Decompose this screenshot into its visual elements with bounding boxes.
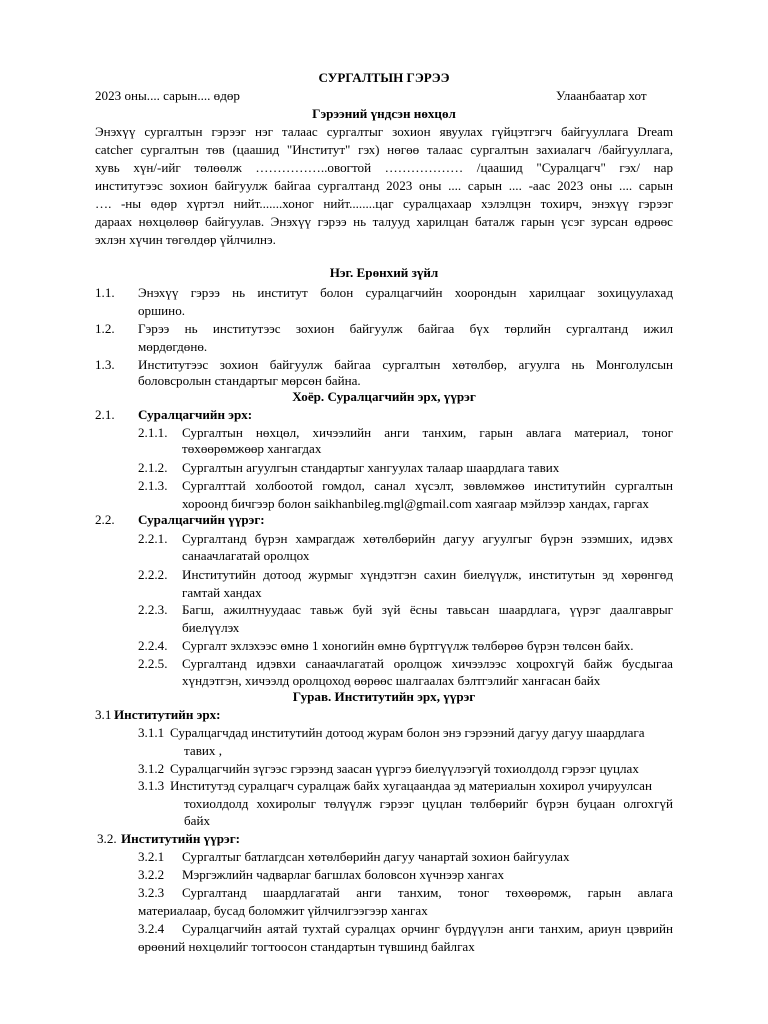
item-text: Институтээс зохион байгуулж байгаа сургалтын хөтөлбөр, агуулга нь Монголулсын bbox=[138, 357, 673, 372]
section-3-heading: Гурав. Институтийн эрх, үүрэг bbox=[292, 689, 476, 704]
document-title: СУРГАЛТЫН ГЭРЭЭ bbox=[318, 70, 450, 85]
subitem-text: Сургалтанд идэвхи санаачлагатай оролцож хичээлээс хоцрохгүй байж бусдыгаа bbox=[182, 656, 673, 671]
item-text: оршино. bbox=[138, 303, 186, 318]
item-number: 2.1. bbox=[95, 407, 115, 422]
subitem-number: 2.1.3. bbox=[138, 478, 168, 493]
subitem-text: Багш, ажилтнуудаас тавьж буй зүй ёсны тавьсан шаардлага, үүрэг даалгаврыг bbox=[182, 602, 673, 617]
subitem-number: 2.2.5. bbox=[138, 656, 168, 671]
section-1-heading: Нэг. Ерөнхий зүйл bbox=[329, 265, 439, 280]
city-label: Улаанбаатар хот bbox=[556, 88, 647, 103]
subitem-number: 3.2.4 bbox=[138, 921, 165, 936]
item-number: 2.2. bbox=[95, 512, 115, 527]
subitem-text: Мэргэжлийн чадварлаг багшлах боловсон хүчнээр хангах bbox=[182, 867, 505, 882]
subitem-text: Суралцагчийн зүгээс гэрээнд заасан үүргээ биелүүлээгүй тохиолдолд гэрээг цуцлах bbox=[170, 761, 639, 776]
basic-terms-heading: Гэрээний үндсэн нөхцөл bbox=[312, 106, 456, 121]
subitem-text: биелүүлэх bbox=[182, 620, 240, 635]
subitem-text: байх bbox=[184, 813, 211, 828]
subitem-text: тохиолдолд хохиролыг төлүүлж гэрээг цуцлан төлбөрийг бүрэн буцаан олгохгүй bbox=[184, 796, 673, 811]
subitem-number: 2.2.4. bbox=[138, 638, 168, 653]
subitem-text: тавих , bbox=[184, 743, 222, 758]
item-number: 1.3. bbox=[95, 357, 115, 372]
item-text: Энэхүү гэрээ нь институт болон суралцагчийн хоорондын харилцааг зохицуулахад bbox=[138, 285, 673, 300]
subitem-text: санаачлагатай оролцох bbox=[182, 548, 310, 563]
intro-line: дараах нөхцөлөөр байгуулав. Энэхүү гэрээ нь талууд харилцан баталж гарын үсэг зурсан өдрөөс bbox=[95, 214, 673, 229]
subitem-text: Сургалт эхлэхээс өмнө 1 хоногийн өмнө бүртгүүлж төлбөрөө бүрэн төлсөн байх. bbox=[182, 638, 634, 653]
intro-line: …. -ны өдөр хүртэл нийт.......хоног нийт........цаг суралцахаар хэлэлцэн тохирч, энэхүү гэрээг bbox=[95, 196, 673, 211]
subitem-text: Институтэд суралцагч суралцаж байх хугацаандаа эд материалын хохирол учируулсан bbox=[170, 778, 652, 793]
subitem-text: Сургалтыг батлагдсан хөтөлбөрийн дагуу чанартай зохион байгуулах bbox=[182, 849, 570, 864]
item-number: 3.2. bbox=[97, 831, 117, 846]
intro-line: эхлэн хүчин төгөлдөр үйлчилнэ. bbox=[95, 232, 276, 247]
intro-line: Энэхүү сургалтын гэрээг нэг талаас сургалтыг зохион явуулах гүйцэтгэгч байгууллага Dream bbox=[95, 124, 673, 139]
item-text: боловсролын стандартыг мөрсөн байна. bbox=[138, 373, 361, 388]
student-duties-title: Суралцагчийн үүрэг: bbox=[138, 512, 265, 527]
subitem-number: 3.2.1 bbox=[138, 849, 165, 864]
subitem-text: хүндэтгэн, хичээлд оролцоход өөрөөс шалгаалах бэлтгэлийг хангасан байх bbox=[182, 673, 601, 688]
subitem-number: 3.1.2 bbox=[138, 761, 165, 776]
subitem-number: 2.2.2. bbox=[138, 567, 168, 582]
item-text: мөрдөгдөнө. bbox=[138, 339, 208, 354]
item-text: Гэрээ нь институтээс зохион байгуулж байгаа бүх төрлийн сургалтанд ижил bbox=[138, 321, 673, 336]
intro-line: catcher сургалтын төв (цаашид "Институт" гэх) нөгөө талаас сургалтын захиалагч /байгууллага, bbox=[95, 142, 673, 157]
section-2-heading: Хоёр. Суралцагчийн эрх, үүрэг bbox=[292, 389, 476, 404]
subitem-number: 3.2.2 bbox=[138, 867, 165, 882]
subitem-text: өрөөний нөхцөлийг тогтоосон стандартын түвшинд байлгах bbox=[138, 939, 475, 954]
subitem-number: 2.2.3. bbox=[138, 602, 168, 617]
date-line: 2023 оны.... сарын.... өдөр bbox=[95, 88, 240, 103]
student-rights-title: Суралцагчийн эрх: bbox=[138, 407, 253, 422]
intro-line: институтээс зохион байгуулж байгаа сургалтанд 2023 оны .... сарын .... -аас 2023 оны .... сарын bbox=[95, 178, 673, 193]
subitem-number: 2.2.1. bbox=[138, 531, 168, 546]
subitem-text: Сургалтын нөхцөл, хичээлийн анги танхим, гарын авлага материал, тоног bbox=[182, 425, 673, 440]
subitem-number: 2.1.1. bbox=[138, 425, 168, 440]
item-number: 1.1. bbox=[95, 285, 115, 300]
subitem-text: Сургалтын агуулгын стандартыг хангуулах талаар шаардлага тавих bbox=[182, 460, 560, 475]
institute-rights-title: Институтийн эрх: bbox=[114, 707, 221, 722]
subitem-text: гамтай хандах bbox=[182, 585, 262, 600]
subitem-text: Суралцагчдад институтийн дотоод журам болон энэ гэрээний дагуу дагуу шаардлага bbox=[170, 725, 645, 740]
subitem-text: Сургалтанд бүрэн хамрагдаж хөтөлбөрийн дагуу агуулгыг бүрэн эзэмших, идэвх bbox=[182, 531, 673, 546]
subitem-text: Сургалтанд шаардлагатай анги танхим, тоног төхөөрөмж, гарын авлага bbox=[182, 885, 673, 900]
intro-line: хувь хүн/-ийг төлөөлж ……………..овогтой ……………… /цаашид "Суралцагч" гэх/ нар bbox=[95, 160, 673, 175]
subitem-number: 3.1.3 bbox=[138, 778, 165, 793]
subitem-text: хороонд бичгээр болон saikhanbileg.mgl@gmail.com хаягаар мэйлээр хандах, гаргах bbox=[182, 496, 649, 511]
subitem-text: Институтийн дотоод журмыг хүндэтгэн сахин биелүүлж, институтын эд хөрөнгөд bbox=[182, 567, 673, 582]
subitem-number: 3.2.3 bbox=[138, 885, 165, 900]
item-number: 3.1 bbox=[95, 707, 112, 722]
subitem-text: Суралцагчийн аятай тухтай суралцах орчинг бүрдүүлэн анги танхим, ариун цэврийн bbox=[182, 921, 673, 936]
subitem-text: материалаар, бусад боломжит үйлчилгээгээр хангах bbox=[138, 903, 428, 918]
subitem-text: Сургалттай холбоотой гомдол, санал хүсэлт, зөвлөмжөө институтийн сургалтын bbox=[182, 478, 673, 493]
item-number: 1.2. bbox=[95, 321, 115, 336]
subitem-number: 3.1.1 bbox=[138, 725, 165, 740]
subitem-text: төхөөрөмжөөр хангагдах bbox=[182, 441, 322, 456]
subitem-number: 2.1.2. bbox=[138, 460, 168, 475]
institute-duties-title: Институтийн үүрэг: bbox=[121, 831, 241, 846]
